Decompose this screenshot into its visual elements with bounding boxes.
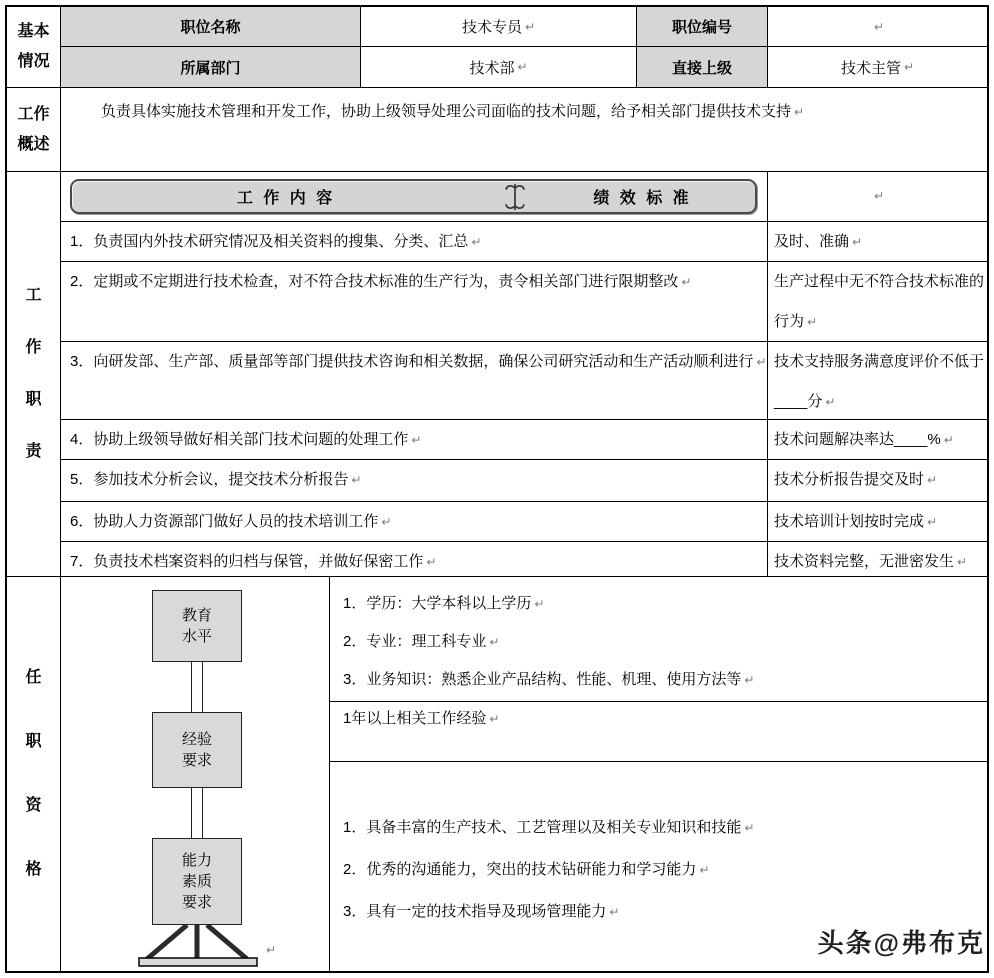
duty-content-text: 2．定期或不定期进行技术检查，对不符合技术标准的生产行为，责令相关部门进行限期整改 [70, 273, 679, 290]
education-item-text: 1．学历：大学本科以上学历 [343, 595, 532, 612]
watermark-text: 头条@弗布克 [817, 928, 985, 958]
paragraph-mark-icon: ↵ [351, 473, 362, 487]
paragraph-mark-icon: ↵ [873, 189, 885, 203]
paragraph-mark-icon: ↵ [609, 905, 620, 919]
duty-row-standard [768, 262, 987, 342]
value-text: 技术专员 [461, 19, 522, 36]
section-basic-info [7, 7, 987, 88]
education-requirements-cell [330, 577, 987, 702]
section-label-duties [7, 172, 61, 576]
section-label-line: 工作 [17, 105, 50, 123]
ability-item-text: 3．具有一定的技术指导及现场管理能力 [343, 903, 607, 920]
paragraph-mark-icon: ↵ [957, 555, 968, 569]
qualifications-diagram [61, 577, 330, 971]
paragraph-mark-icon: ↵ [534, 597, 545, 611]
duties-header-banner [70, 179, 757, 214]
duty-standard-text: 生产过程中无不符合技术标准的行为 [774, 273, 985, 330]
job-description-table [5, 5, 989, 973]
section-label-char: 职 [25, 733, 42, 750]
paragraph-mark-icon: ↵ [517, 60, 528, 74]
section-label-char: 责 [25, 443, 42, 460]
value-position-name [361, 7, 637, 47]
paragraph-mark-icon: ↵ [699, 863, 710, 877]
duty-content-text: 4．协助上级领导做好相关部门技术问题的处理工作 [70, 431, 409, 448]
duty-row-standard [768, 502, 987, 542]
label-text: 直接上级 [671, 59, 732, 77]
value-text: 技术部 [469, 59, 515, 77]
duty-standard-text: 技术问题解决率达____% [774, 431, 941, 448]
diagram-box-experience [152, 712, 242, 788]
section-label-line: 情况 [17, 53, 50, 70]
diagram-box-line: 教育 [181, 607, 212, 624]
section-label-basic [7, 7, 61, 87]
duty-standard-text: 技术分析报告提交及时 [774, 471, 925, 488]
paragraph-mark-icon: ↵ [489, 635, 500, 649]
experience-text: 1年以上相关工作经验 [343, 710, 487, 727]
label-text: 所属部门 [180, 59, 241, 77]
paragraph-mark-icon: ↵ [756, 355, 767, 369]
section-duties [7, 172, 987, 577]
experience-requirements-cell [330, 702, 987, 762]
duties-header-right-cell [768, 172, 987, 222]
paragraph-mark-icon: ↵ [471, 235, 482, 249]
work-summary-text: 负责具体实施技术管理和开发工作，协助上级领导处理公司面临的技术问题，给予相关部门提供技术支持 [101, 103, 792, 120]
paragraph-mark-icon: ↵ [411, 433, 422, 447]
label-text: 职位编号 [671, 19, 732, 36]
duty-row-content [61, 342, 768, 420]
duty-row-standard [768, 542, 987, 576]
paragraph-mark-icon: ↵ [873, 19, 885, 34]
paragraph-mark-icon: ↵ [744, 673, 755, 687]
duty-row-standard [768, 342, 987, 420]
section-qualifications [7, 577, 987, 971]
diagram-box-ability [152, 838, 242, 925]
section-label-char: 格 [25, 861, 42, 878]
value-department [361, 47, 637, 87]
duty-content-text: 7．负责技术档案资料的归档与保管，并做好保密工作 [70, 553, 424, 570]
paragraph-mark-icon: ↵ [426, 555, 437, 569]
education-item [343, 623, 981, 661]
label-text: 职位名称 [180, 19, 241, 36]
label-department [61, 47, 361, 87]
paragraph-mark-icon: ↵ [927, 515, 938, 529]
duty-content-text: 5．参加技术分析会议，提交技术分析报告 [70, 471, 349, 488]
duty-row-content [61, 542, 768, 576]
paragraph-mark-icon: ↵ [489, 712, 500, 726]
duty-row-content [61, 222, 768, 262]
duties-header-standard-title: 绩 效 标 准 [593, 190, 692, 207]
diagram-box-line: 经验 [181, 731, 212, 748]
paragraph-mark-icon: ↵ [825, 395, 836, 409]
section-label-char: 职 [25, 391, 42, 408]
duty-row-standard [768, 222, 987, 262]
ability-item-text: 2．优秀的沟通能力，突出的技术钻研能力和学习能力 [343, 861, 697, 878]
education-item [343, 585, 981, 623]
duty-content-text: 1．负责国内外技术研究情况及相关资料的搜集、分类、汇总 [70, 233, 469, 250]
ability-item-text: 1．具备丰富的生产技术、工艺管理以及相关专业知识和技能 [343, 819, 742, 836]
ability-item [343, 849, 981, 891]
duty-row-content [61, 502, 768, 542]
diagram-connector [191, 788, 203, 838]
duty-row-content [61, 262, 768, 342]
section-label-qualifications [7, 577, 61, 971]
section-work-summary [7, 88, 987, 172]
diagram-box-line: 要求 [181, 894, 212, 911]
duty-content-text: 6．协助人力资源部门做好人员的技术培训工作 [70, 513, 379, 530]
section-label-char: 任 [25, 669, 42, 686]
value-text: 技术主管 [840, 59, 901, 77]
duties-header-cell [61, 172, 768, 222]
duties-header-content-title: 工 作 内 容 [236, 190, 336, 207]
section-label-summary [7, 88, 61, 171]
duty-row-content [61, 420, 768, 460]
label-position-code [637, 7, 768, 47]
work-summary-text-cell [61, 88, 987, 171]
duty-content-text: 3．向研发部、生产部、质量部等部门提供技术咨询和相关数据，确保公司研究活动和生产活动顺利进行 [70, 353, 754, 370]
paragraph-mark-icon: ↵ [266, 943, 277, 957]
duty-standard-text: 技术资料完整，无泄密发生 [774, 553, 955, 570]
duty-row-standard [768, 460, 987, 502]
duty-row-standard [768, 420, 987, 460]
paragraph-mark-icon: ↵ [903, 60, 915, 74]
section-label-char: 作 [25, 339, 42, 356]
label-direct-supervisor [637, 47, 768, 87]
diagram-stand-icon [117, 925, 277, 971]
diagram-box-line: 素质 [181, 873, 212, 890]
section-label-char: 工 [25, 287, 42, 304]
diagram-box-line: 水平 [181, 628, 212, 645]
section-label-line: 基本 [17, 23, 50, 40]
duty-standard-text: 技术培训计划按时完成 [774, 513, 925, 530]
paragraph-mark-icon: ↵ [807, 315, 818, 329]
label-position-name [61, 7, 361, 47]
education-item [343, 661, 981, 699]
ability-item [343, 807, 981, 849]
section-label-char: 资 [25, 797, 42, 814]
diagram-box-education [152, 590, 242, 662]
education-item-text: 3．业务知识：熟悉企业产品结构、性能、机理、使用方法等 [343, 671, 742, 688]
paragraph-mark-icon: ↵ [927, 473, 938, 487]
paragraph-mark-icon: ↵ [381, 515, 392, 529]
duty-standard-text: 及时、准确 [774, 233, 850, 250]
paragraph-mark-icon: ↵ [524, 19, 536, 34]
section-label-line: 概述 [17, 135, 50, 153]
paragraph-mark-icon: ↵ [744, 821, 755, 835]
diagram-connector [191, 662, 203, 712]
paragraph-mark-icon: ↵ [943, 433, 954, 447]
divider-ornament-icon [500, 182, 530, 212]
duty-standard-text: 技术支持服务满意度评价不低于____分 [774, 353, 985, 410]
diagram-box-line: 要求 [181, 752, 212, 769]
value-direct-supervisor [768, 47, 987, 87]
value-position-code [768, 7, 987, 47]
diagram-box-line: 能力 [181, 852, 212, 869]
education-item-text: 2．专业：理工科专业 [343, 633, 487, 650]
paragraph-mark-icon: ↵ [794, 105, 805, 119]
paragraph-mark-icon: ↵ [681, 275, 692, 289]
paragraph-mark-icon: ↵ [852, 235, 863, 249]
duty-row-content [61, 460, 768, 502]
